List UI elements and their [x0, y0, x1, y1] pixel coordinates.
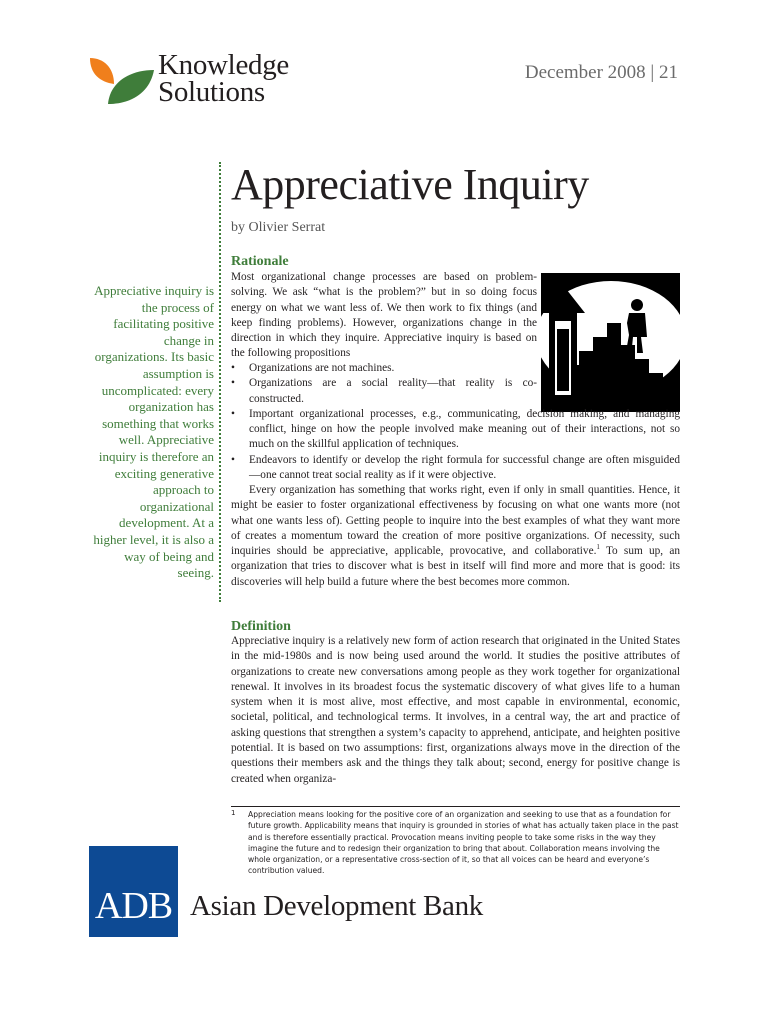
leaf-logo-icon: [88, 52, 156, 108]
list-item: • Endeavors to identify or develop the right formula for successful change are often misguided—one cannot treat social reality as if it were objective.: [231, 453, 680, 484]
logo-line-2: Solutions: [158, 76, 265, 108]
list-item: • Organizations are a social reality—that reality is co-constructed.: [231, 376, 537, 407]
adb-abbreviation: ADB: [94, 885, 173, 927]
knowledge-solutions-logo: [88, 49, 318, 110]
footnote: [231, 809, 680, 877]
footnote-reference: 1: [596, 543, 600, 552]
adb-name: Asian Development Bank: [190, 890, 484, 922]
page-title: Appreciative Inquiry: [231, 160, 589, 209]
footnote-mark: 1: [231, 809, 236, 817]
rationale-paragraph-text-end: To sum up, an organization that tries to discover what is best in itself will find more and more that is good: its discoveries will help build a future where the best becomes more common.: [231, 545, 680, 588]
rationale-heading: Rationale: [231, 254, 289, 269]
footnote-divider: [231, 806, 680, 807]
issue-date: December 2008 | 21: [524, 62, 678, 83]
dotted-divider: [219, 162, 221, 602]
definition-heading: Definition: [231, 619, 291, 634]
list-item: • Organizations are not machines.: [231, 361, 537, 376]
logo-wordmark: [158, 49, 289, 108]
rationale-intro: Most organizational change processes are based on problem-solving. We ask “what is the problem?” but in so doing focus energy on what we want less of. We then work to fix things (and keep finding problems). However, organizations change in the direction in which they inquire. Appreciative inquiry is based on the following propositions: [231, 271, 537, 360]
rationale-paragraph: [231, 483, 680, 590]
definition-paragraph: Appreciative inquiry is a relatively new form of action research that originated in the United States in the mid-1980s and is now being used around the world. It studies the positive attributes of organizations to create new conversations among people as they work together for organizational renewal. It involves in its broadest focus the systematic discovery of what gives life to a human system when it is most alive, most effective, and most capable in environmental, economic, societal, political, and technological terms. It involves, in a central way, the art and practice of asking questions that strengthen a system’s capacity to apprehend, anticipate, and heighten positive potential. It is based on two assumptions: first, organizations always move in the direction of the questions their members ask and the things they talk about; second, energy for positive change is created when organiza-: [231, 635, 680, 785]
rationale-paragraph-text: Every organization has something that works right, even if only in small quantities. Hence, it might be easier to foster organizational effectiveness by focusing on what one wants more (not what one wants less of). Getting people to inquire into the best examples of what they want more of creates a momentum toward the creation of more positive organizations. Of necessity, such inquiries should be appreciative, applicable, provocative, and collaborative.: [231, 484, 680, 558]
footnote-text: Appreciation means looking for the positive core of an organization and seeking to use that as a foundation for future growth. Applicability means that inquiry is grounded in stories of what has actually taken place in the past and is therefore essentially practical. Provocation means inviting people to take some risks in the way they imagine the future and to redesign their organization to bring that about. Collaboration means involving the whole organization, or a representative cross-section of it, so that all voices can be heard and everyone’s contribution valued.: [248, 810, 679, 876]
byline: by Olivier Serrat: [231, 220, 326, 235]
propositions-list: [231, 361, 680, 483]
adb-logo: [89, 846, 178, 937]
logo-line-1: Knowledge: [158, 49, 289, 81]
list-item: • Important organizational processes, e.g., communicating, decision making, and managing conflict, hinge on how the people involved make meaning out of their interactions, not so much on the skillful application of techniques.: [231, 407, 680, 453]
sidebar-pull-quote: Appreciative inquiry is the process of facilitating positive change in organizations. Its basic assumption is uncomplicated: every organization has something that works well. Appreciative inquiry is therefore an exciting generative approach to organizational development. At a higher level, it is also a way of being and seeing.: [93, 283, 214, 581]
